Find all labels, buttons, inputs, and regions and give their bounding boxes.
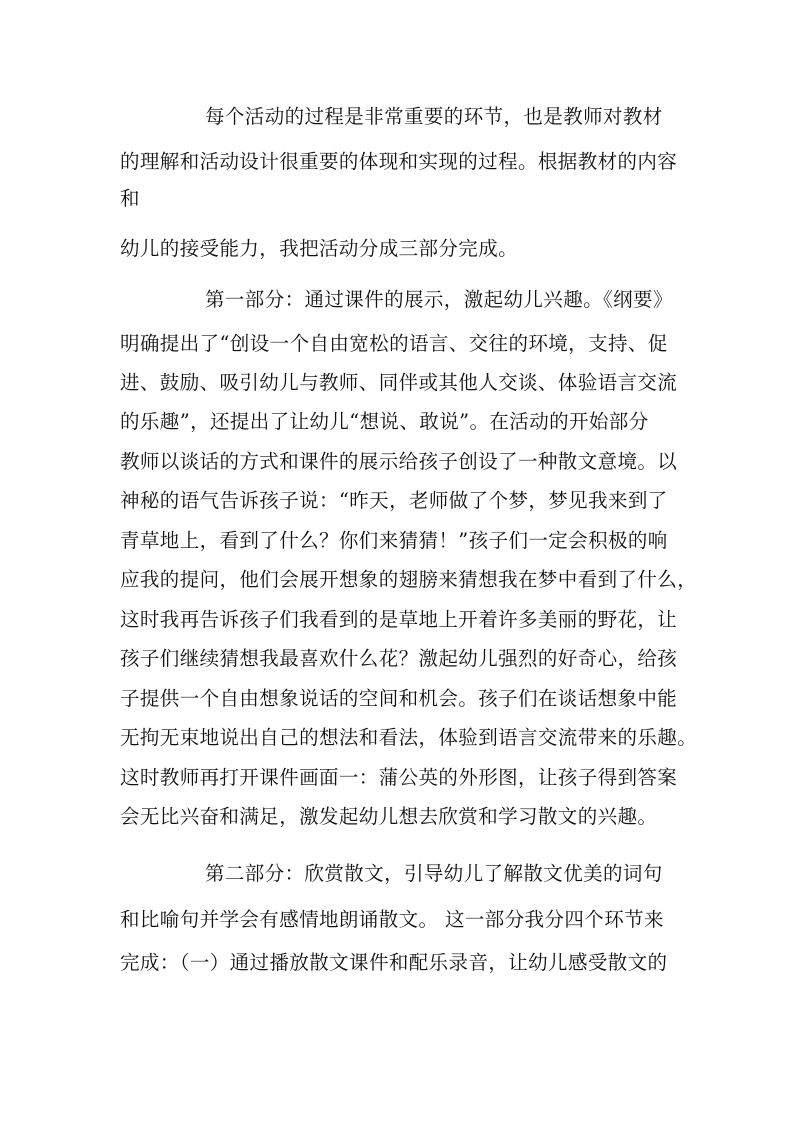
text-line: 第二部分：欣赏散文，引导幼儿了解散文优美的词句 bbox=[205, 862, 663, 885]
text-line: 神秘的语气告诉孩子说：“昨天，老师做了个梦，梦见我来到了 bbox=[120, 489, 668, 512]
text-line: 子提供一个自由想象说话的空间和机会。孩子们在谈话想象中能 bbox=[120, 687, 678, 710]
text-line: 青草地上，看到了什么？你们来猜猜！”孩子们一定会积极的响 bbox=[120, 529, 668, 552]
text-line: 第一部分：通过课件的展示，激起幼儿兴趣。《纲要》 bbox=[205, 288, 673, 311]
text-line: 幼儿的接受能力，我把活动分成三部分完成。 bbox=[120, 237, 519, 260]
text-line: 完成：（一）通过播放散文课件和配乐录音，让幼儿感受散文的 bbox=[120, 951, 668, 974]
text-line: 明确提出了“创设一个自由宽松的语言、交往的环境，支持、促 bbox=[120, 332, 668, 355]
text-line: 孩子们继续猜想我最喜欢什么花？激起幼儿强烈的好奇心，给孩 bbox=[120, 647, 678, 670]
text-line: 每个活动的过程是非常重要的环节，也是教师对教材 bbox=[205, 105, 663, 128]
text-line: 应我的提问，他们会展开想象的翅膀来猜想我在梦中看到了什么， bbox=[120, 568, 698, 591]
text-line: 的理解和活动设计很重要的体现和实现的过程。根据教材的内容 bbox=[120, 150, 678, 173]
text-line: 和比喻句并学会有感情地朗诵散文。 这一部分我分四个环节来 bbox=[120, 908, 664, 931]
text-line: 这时我再告诉孩子们我看到的是草地上开着许多美丽的野花，让 bbox=[120, 608, 678, 631]
text-line: 的乐趣”，还提出了让幼儿“想说、敢说”。在活动的开始部分 bbox=[120, 410, 649, 433]
text-line: 教师以谈话的方式和课件的展示给孩子创设了一种散文意境。以 bbox=[120, 450, 678, 473]
text-line: 进、鼓励、吸引幼儿与教师、同伴或其他人交谈、体验语言交流 bbox=[120, 371, 678, 394]
text-line: 和 bbox=[120, 187, 140, 210]
text-line: 无拘无束地说出自己的想法和看法，体验到语言交流带来的乐趣。 bbox=[120, 726, 698, 749]
text-line: 会无比兴奋和满足，激发起幼儿想去欣赏和学习散文的兴趣。 bbox=[120, 805, 658, 828]
text-line: 这时教师再打开课件画面一：蒲公英的外形图，让孩子得到答案 bbox=[120, 766, 678, 789]
